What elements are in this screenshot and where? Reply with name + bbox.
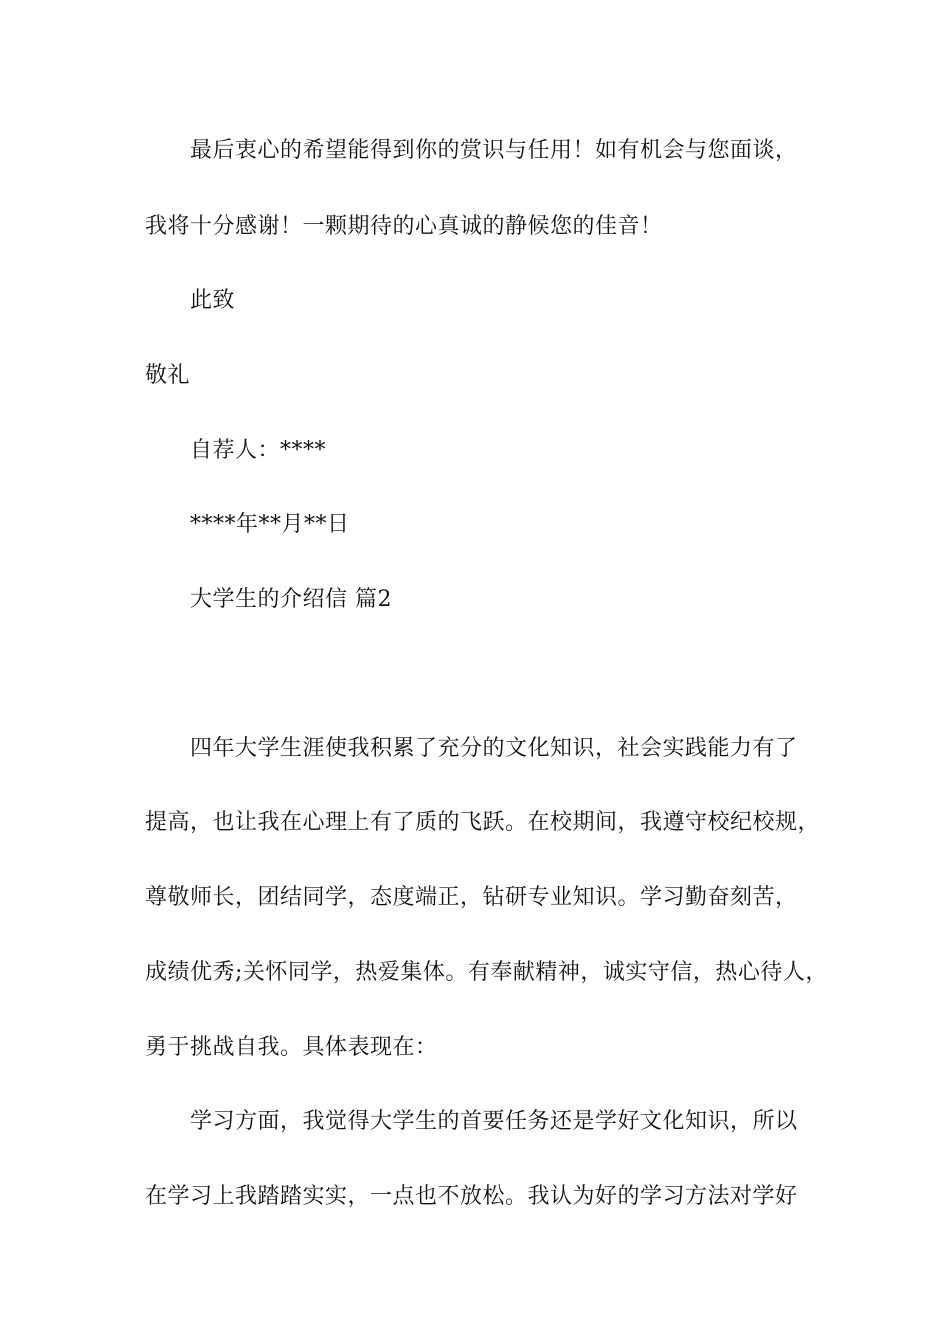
section-heading: 大学生的介绍信 篇2: [190, 587, 392, 612]
salutation-jingli: 敬礼: [145, 363, 191, 388]
closing-paragraph-line-2: 我将十分感谢！一颗期待的心真诚的静候您的佳音！: [145, 214, 663, 239]
signature-date: ****年**月**日: [190, 512, 350, 537]
paragraph-line: 在学习上我踏踏实实，一点也不放松。我认为好的学习方法对学好: [145, 1184, 798, 1209]
closing-paragraph-line-1: 最后衷心的希望能得到你的赏识与任用！如有机会与您面谈，: [190, 138, 798, 163]
paragraph-line: 尊敬师长，团结同学，态度端正，钻研专业知识。学习勤奋刻苦，: [145, 885, 798, 910]
paragraph-line: 勇于挑战自我。具体表现在：: [145, 1035, 438, 1060]
salutation-cizhi: 此致: [190, 288, 236, 313]
paragraph-line: 学习方面，我觉得大学生的首要任务还是学好文化知识，所以: [190, 1109, 798, 1134]
paragraph-line: 四年大学生涯使我积累了充分的文化知识，社会实践能力有了: [190, 736, 798, 761]
paragraph-line: 成绩优秀;关怀同学，热爱集体。有奉献精神，诚实守信，热心待人，: [145, 960, 828, 985]
paragraph-line: 提高，也让我在心理上有了质的飞跃。在校期间，我遵守校纪校规，: [145, 810, 821, 835]
signature-recommender: 自荐人：****: [190, 438, 327, 463]
